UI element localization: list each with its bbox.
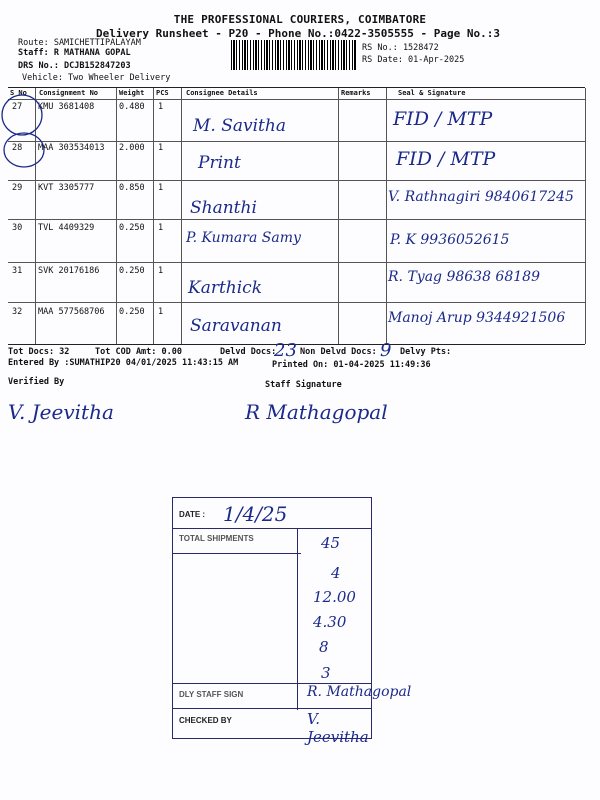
non-delvd-value: 9 [380,340,392,361]
row-pcs: 1 [158,223,164,233]
row-weight: 0.850 [119,183,145,193]
delvd-label: Delvd Docs: [220,347,277,357]
row-sno: 29 [12,183,23,193]
rs-no: RS No.: 1528472 [362,43,439,53]
consignee-signature: Shanthi [190,198,257,218]
consignee-signature: Karthick [188,278,263,298]
stamp-date-value: 1/4/25 [223,502,288,526]
delvd-value: 23 [274,340,297,361]
row-pcs: 1 [158,183,164,193]
non-delvd-label: Non Delvd Docs: [300,347,377,357]
stamp-staff-sign-label: DLY STAFF SIGN [179,690,244,699]
stamp-value: 4 [331,564,341,582]
verified-by-signature: V. Jeevitha [8,400,114,424]
stamp-staff-sign-value: R. Mathagopal [307,684,412,700]
header-seal: Seal & Signature [398,89,466,97]
row-consignment: TVL 4409329 [38,223,95,233]
header-pcs: PCS [156,89,169,97]
header-consignment: Consignment No [39,89,99,97]
header-remarks: Remarks [341,89,371,97]
verified-by-label: Verified By [8,377,65,387]
row-consignment: KMU 3681408 [38,102,95,112]
stamp-checked-by-value: V. Jeevitha [307,710,369,746]
barcode [231,40,356,70]
row-sno: 28 [12,143,23,153]
tot-docs: Tot Docs: 32 [8,347,70,357]
consignee-signature: Saravanan [190,316,282,336]
staff: Staff: R MATHANA GOPAL [18,48,131,58]
row-sno: 31 [12,266,23,276]
header-consignee: Consignee Details [186,89,258,97]
stamp-total-shipments-label: TOTAL SHIPMENTS [179,534,254,543]
rs-date: RS Date: 01-Apr-2025 [362,55,465,65]
header-sno: S No [10,89,27,97]
row-weight: 0.480 [119,102,145,112]
header-weight: Weight [119,89,145,97]
row-weight: 0.250 [119,223,145,233]
row-sno: 27 [12,102,23,112]
row-sno: 32 [12,307,23,317]
drs-no: DRS No.: DCJB152847203 [18,61,131,71]
stamp-value: 8 [319,638,329,656]
seal-signature: Manoj Arup 9344921506 [388,310,566,326]
entered-by: Entered By :SUMATHIP20 04/01/2025 11:43:15 AM [8,358,239,368]
circle-mark-icon [0,90,50,170]
delvy-pts: Delvy Pts: [400,347,452,357]
stamp-value: 4.30 [313,613,347,631]
seal-signature: FID / MTP [396,148,496,170]
consignee-signature: M. Savitha [193,116,286,136]
consignee-signature: Print [198,153,241,173]
staff-signature-label: Staff Signature [265,380,342,390]
printed-on: Printed On: 01-04-2025 11:49:36 [272,360,431,370]
seal-signature: V. Rathnagiri 9840617245 [388,189,574,205]
stamp-value: 3 [321,664,331,682]
consignee-signature: P. Kumara Samy [186,230,301,246]
stamp-total-shipments-value: 45 [321,534,341,552]
route: Route: SAMICHETTIPALAYAM [18,38,141,48]
vehicle: Vehicle: Two Wheeler Delivery [22,73,171,83]
row-weight: 0.250 [119,266,145,276]
row-pcs: 1 [158,307,164,317]
runsheet-title: Delivery Runsheet - P20 - Phone No.:0422-3505555 - Page No.:3 [96,27,500,40]
stamp-value: 12.00 [313,588,356,606]
row-consignment: MAA 303534013 [38,143,105,153]
stamp-checked-by-label: CHECKED BY [179,716,232,725]
row-pcs: 1 [158,143,164,153]
row-weight: 0.250 [119,307,145,317]
tot-cod: Tot COD Amt: 0.00 [95,347,182,357]
row-consignment: KVT 3305777 [38,183,95,193]
seal-signature: P. K 9936052615 [390,232,510,248]
row-pcs: 1 [158,102,164,112]
row-consignment: SVK 20176186 [38,266,100,276]
seal-signature: FID / MTP [393,108,493,130]
stamp-date-label: DATE : [179,510,206,519]
runsheet-table [8,87,585,345]
delivery-stamp [172,497,412,746]
row-weight: 2.000 [119,143,145,153]
row-sno: 30 [12,223,23,233]
company-title: THE PROFESSIONAL COURIERS, COIMBATORE [173,13,427,26]
row-consignment: MAA 577568706 [38,307,105,317]
staff-signature: R Mathagopal [245,400,388,424]
seal-signature: R. Tyag 98638 68189 [388,269,540,285]
row-pcs: 1 [158,266,164,276]
